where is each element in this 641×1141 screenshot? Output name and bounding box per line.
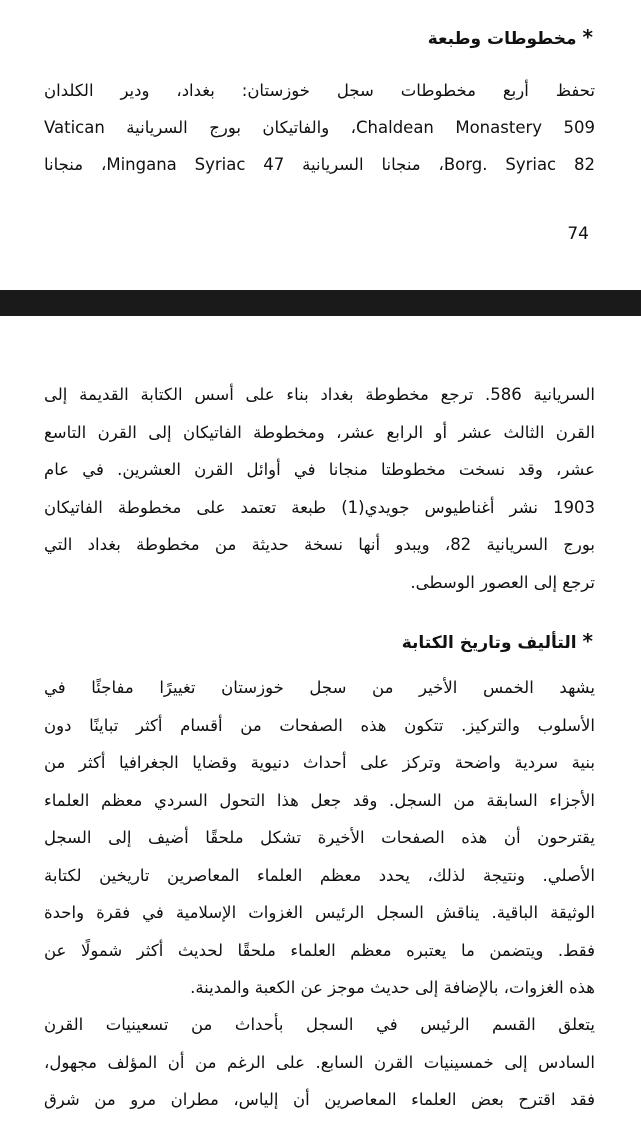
text-line: الأجزاء السابقة من السجل. وقد جعل هذا التحول السردي معظم العلماء [44, 790, 595, 810]
page-divider [0, 290, 641, 316]
paragraph [44, 669, 595, 1007]
text-line: Chaldean Monastery 509، والفاتيكان بورج السريانية Vatican [44, 118, 595, 137]
paragraph [44, 72, 595, 183]
text-line: السادس إلى خمسينيات القرن السابع. على الرغم من أن المؤلف مجهول، [44, 1052, 595, 1072]
text-line: عشر، وقد نسخت مخطوطتا منجانا في أوائل القرن العشرين. في عام [44, 460, 595, 479]
text-line: القرن الثالث عشر أو الرابع عشر، ومخطوطة الفاتيكان إلى القرن التاسع [44, 422, 595, 442]
text-line: ترجع إلى العصور الوسطى. [410, 572, 595, 592]
text-line: بنية سردية واضحة وتركز على أحداث دنيوية وقضايا الجغرافيا أكثر من [44, 753, 595, 772]
text-line: يتعلق القسم الرئيس في السجل بأحداث من تسعينيات القرن [44, 1015, 595, 1034]
text-line: يقترحون أن هذه الصفحات الأخيرة تشكل ملحقًا أضيف إلى السجل [44, 828, 595, 847]
text-line: يشهد الخمس الأخير من سجل خوزستان تغييرًا مفاجئًا في [44, 678, 595, 697]
text-line: الأسلوب والتركيز. تتكون هذه الصفحات من أقسام أكثر تباينًا دون [44, 715, 595, 735]
star-bullet-icon: * [582, 629, 593, 653]
text-line: تحفظ أربع مخطوطات سجل خوزستان: بغداد، ودير الكلدان [44, 81, 595, 100]
section-heading-text: التأليف وتاريخ الكتابة [401, 633, 577, 653]
text-line: 1903 نشر أغناطيوس جويدي(1) طبعة تعتمد على مخطوطة الفاتيكان [44, 497, 595, 517]
section-heading-text: مخطوطات وطبعة [427, 29, 577, 49]
page-number: 74 [567, 224, 589, 244]
text-line: الأصلي. ونتيجة لذلك، يحدد معظم العلماء المعاصرين تاريخين لكتابة [44, 865, 595, 885]
text-line: فقط. ويتضمن ما يعتبره معظم العلماء ملحقًا لحديث أكثر شمولًا عن [44, 940, 595, 960]
text-line: هذه الغزوات، بالإضافة إلى حديث موجز عن الكعبة والمدينة. [190, 978, 595, 997]
star-bullet-icon: * [582, 25, 593, 49]
paragraph [44, 376, 595, 601]
text-line: الوثيقة الباقية. يناقش السجل الرئيس الغزوات الإسلامية في فقرة واحدة [44, 903, 595, 922]
text-line: بورج السريانية 82، ويبدو أنها نسخة حديثة من مخطوطة بغداد التي [44, 535, 595, 554]
text-line: السريانية 586. ترجع مخطوطة بغداد بناء على أسس الكتابة القديمة إلى [44, 385, 595, 404]
text-line: فقد اقترح بعض العلماء المعاصرين أن إلياس، مطران مرو من شرق [44, 1090, 595, 1109]
paragraph [44, 1006, 595, 1119]
section-heading [428, 26, 593, 50]
current-page [0, 316, 641, 1141]
text-line: Borg. Syriac 82، منجانا السريانية Mingana Syriac 47، منجانا [44, 155, 596, 174]
previous-page-fragment [0, 0, 641, 290]
section-heading [402, 630, 593, 654]
